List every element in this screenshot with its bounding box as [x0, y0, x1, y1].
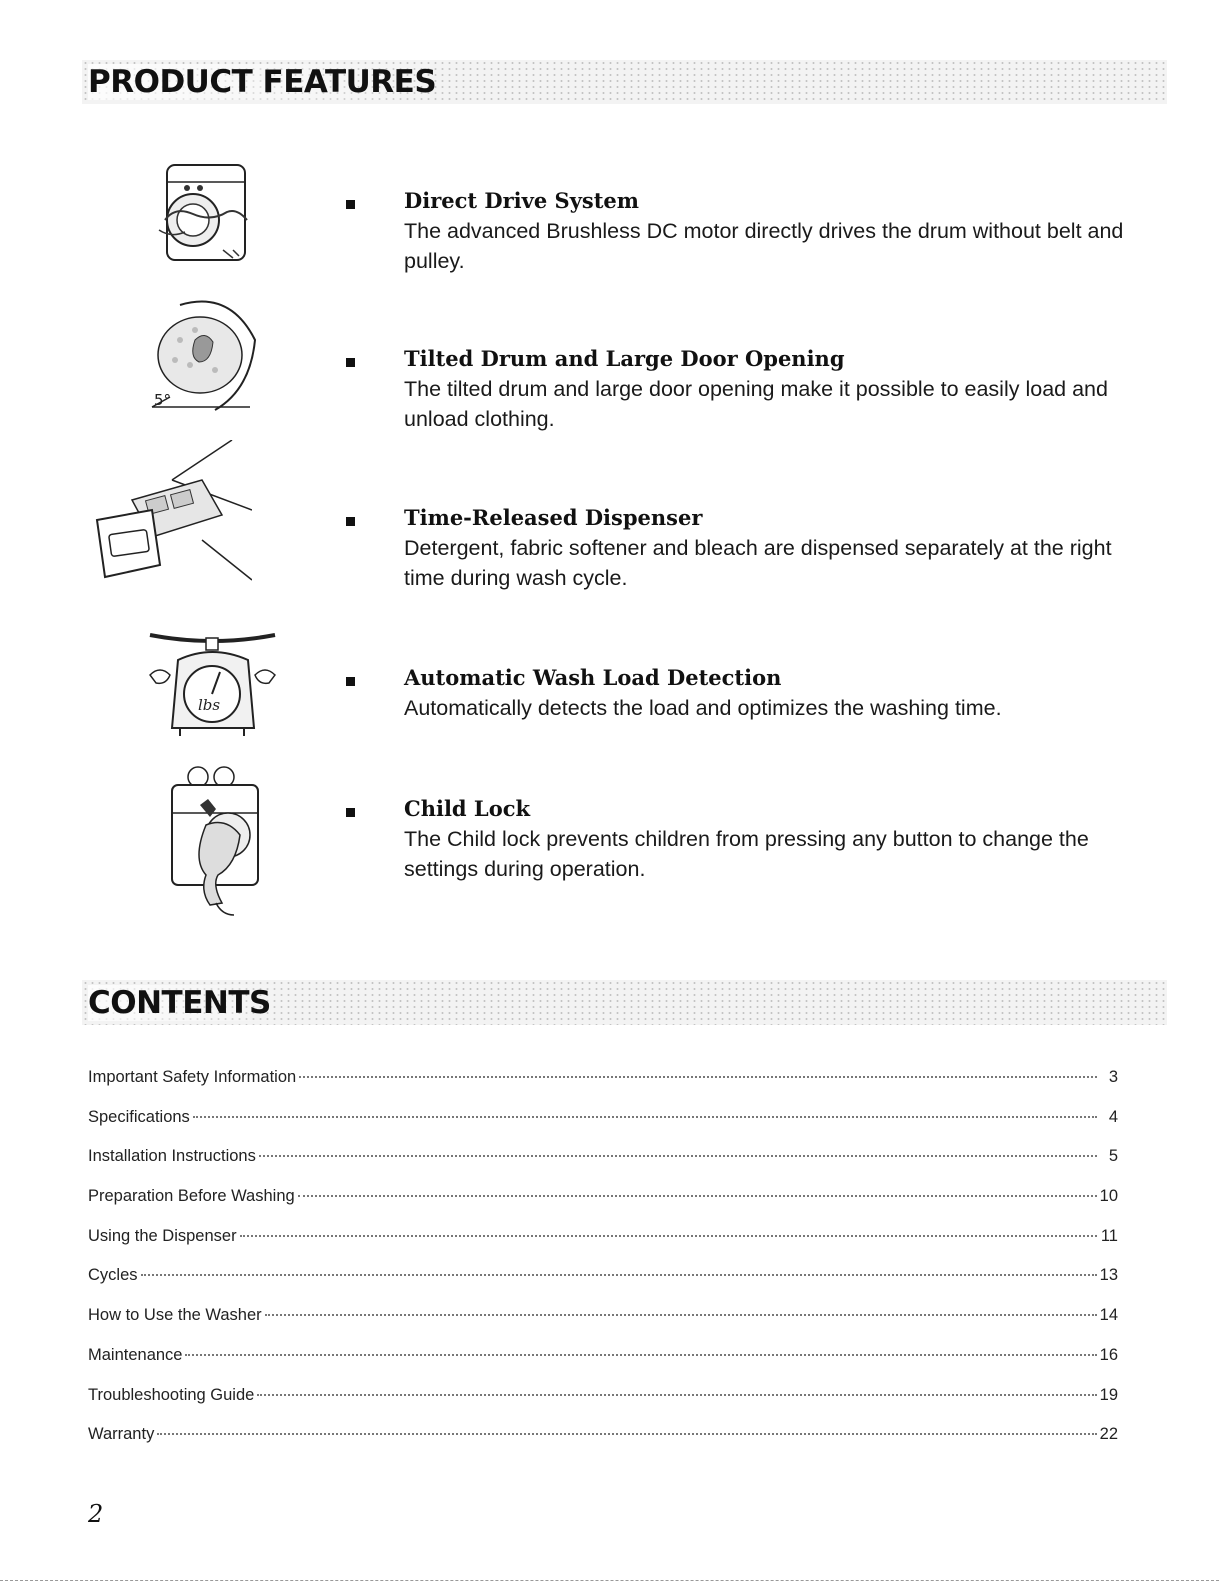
toc-entry-installation[interactable] — [88, 1147, 1118, 1187]
dot-leader — [240, 1235, 1097, 1237]
dot-leader — [185, 1354, 1096, 1356]
toc-label: Troubleshooting Guide — [88, 1385, 255, 1404]
toc-page: 11 — [1100, 1226, 1118, 1245]
toc-page: 3 — [1108, 1068, 1118, 1086]
bullet-icon — [346, 517, 355, 526]
toc-page: 22 — [1099, 1425, 1118, 1444]
washer-motor-icon — [145, 160, 265, 270]
dot-leader — [157, 1433, 1096, 1435]
angle-label: 5° — [154, 391, 172, 409]
toc-label: Maintenance — [88, 1345, 183, 1364]
toc-page: 5 — [1108, 1147, 1118, 1166]
feature-description: The Child lock prevents children from pressing any button to change the settings during operation. — [404, 827, 1089, 881]
contents-header — [82, 980, 1167, 1025]
dot-leader — [141, 1274, 1097, 1276]
toc-page: 10 — [1099, 1187, 1118, 1206]
feature-title: Time-Released Dispenser — [404, 505, 703, 530]
feature-title: Direct Drive System — [404, 188, 640, 213]
dot-leader — [265, 1314, 1097, 1316]
toc-label: How to Use the Washer — [88, 1306, 262, 1325]
feature-title: Automatic Wash Load Detection — [404, 665, 782, 690]
toc-entry-specifications[interactable] — [88, 1108, 1118, 1148]
toc-label: Warranty — [88, 1425, 155, 1444]
toc-label: Using the Dispenser — [88, 1226, 237, 1245]
toc-label: Installation Instructions — [88, 1147, 256, 1166]
toc-entry-maintenance[interactable] — [88, 1346, 1118, 1386]
tilted-drum-icon — [140, 285, 265, 415]
child-lock-icon — [160, 765, 270, 925]
dispenser-drawer-icon — [92, 440, 252, 590]
bottom-rule — [0, 1580, 1219, 1582]
toc-entry-warranty[interactable] — [88, 1425, 1118, 1465]
dot-leader — [257, 1394, 1096, 1396]
toc-page: 13 — [1099, 1266, 1118, 1285]
feature-description: Automatically detects the load and optimizes the washing time. — [404, 696, 1002, 720]
dot-leader — [298, 1195, 1097, 1197]
scale-icon — [140, 630, 285, 740]
toc-entry-dispenser[interactable] — [88, 1227, 1118, 1267]
scale-label: lbs — [198, 696, 221, 714]
feature-description: The advanced Brushless DC motor directly drives the drum without belt and pulley. — [404, 219, 1124, 273]
bullet-icon — [346, 200, 355, 209]
feature-title: Child Lock — [404, 796, 531, 821]
contents-title: CONTENTS — [88, 985, 285, 1021]
feature-description: The tilted drum and large door opening make it possible to easily load and unload clothing. — [404, 377, 1108, 431]
toc-page: 16 — [1099, 1345, 1118, 1364]
toc-page: 19 — [1099, 1385, 1118, 1404]
toc-entry-safety[interactable] — [88, 1068, 1118, 1108]
toc-label: Specifications — [88, 1107, 190, 1126]
product-features-header — [82, 60, 1167, 104]
toc-page: 4 — [1108, 1107, 1118, 1126]
product-features-title: PRODUCT FEATURES — [88, 64, 450, 100]
table-of-contents — [88, 1068, 1118, 1465]
bullet-icon — [346, 677, 355, 686]
toc-label: Important Safety Information — [88, 1068, 297, 1086]
page-number: 2 — [88, 1500, 104, 1528]
toc-entry-cycles[interactable] — [88, 1266, 1118, 1306]
dot-leader — [299, 1076, 1097, 1078]
toc-label: Cycles — [88, 1266, 138, 1285]
dot-leader — [193, 1116, 1097, 1118]
feature-title: Tilted Drum and Large Door Opening — [404, 346, 845, 371]
bullet-icon — [346, 358, 355, 367]
dot-leader — [259, 1155, 1097, 1157]
toc-entry-how-to-use[interactable] — [88, 1306, 1118, 1346]
toc-entry-preparation[interactable] — [88, 1187, 1118, 1227]
feature-description: Detergent, fabric softener and bleach are dispensed separately at the right time during wash cycle. — [404, 536, 1112, 590]
toc-entry-troubleshooting[interactable] — [88, 1386, 1118, 1426]
bullet-icon — [346, 808, 355, 817]
toc-label: Preparation Before Washing — [88, 1187, 295, 1206]
toc-page: 14 — [1099, 1306, 1118, 1325]
